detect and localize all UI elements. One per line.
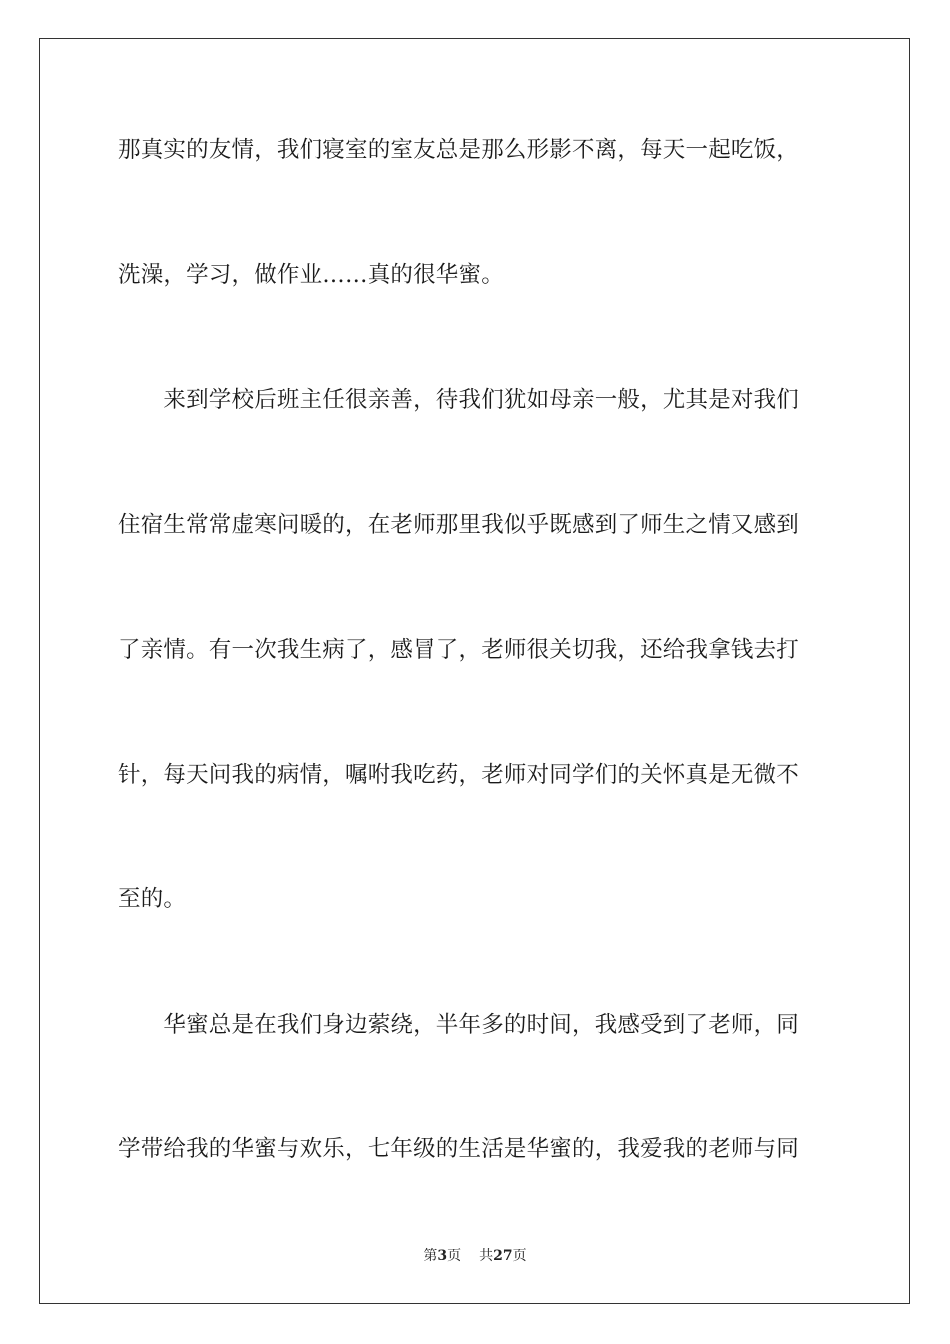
page-border bbox=[39, 38, 910, 1304]
page-number: 3 bbox=[437, 1248, 448, 1264]
text-line-4: 住宿生常常虚寒问暖的，在老师那里我似乎既感到了师生之情又感到 bbox=[118, 512, 800, 538]
text-line-5: 了亲情。有一次我生病了，感冒了，老师很关切我，还给我拿钱去打 bbox=[118, 637, 800, 663]
page-footer bbox=[0, 1247, 950, 1265]
total-pages: 27 bbox=[493, 1248, 513, 1264]
text-line-3: 来到学校后班主任很亲善，待我们犹如母亲一般，尤其是对我们 bbox=[118, 387, 800, 413]
total-prefix: 共 bbox=[479, 1248, 494, 1264]
page-suffix: 页 bbox=[447, 1248, 462, 1264]
text-line-1: 那真实的友情，我们寝室的室友总是那么形影不离，每天一起吃饭， bbox=[118, 137, 800, 163]
text-line-2: 洗澡，学习，做作业……真的很华蜜。 bbox=[118, 262, 504, 288]
text-line-8: 华蜜总是在我们身边萦绕，半年多的时间，我感受到了老师，同 bbox=[118, 1012, 800, 1038]
page-prefix: 第 bbox=[423, 1248, 438, 1264]
text-line-7: 至的。 bbox=[118, 886, 187, 912]
total-suffix: 页 bbox=[512, 1248, 527, 1264]
text-line-9: 学带给我的华蜜与欢乐，七年级的生活是华蜜的，我爱我的老师与同 bbox=[118, 1136, 800, 1162]
text-line-6: 针，每天问我的病情，嘱咐我吃药，老师对同学们的关怀真是无微不 bbox=[118, 762, 800, 788]
